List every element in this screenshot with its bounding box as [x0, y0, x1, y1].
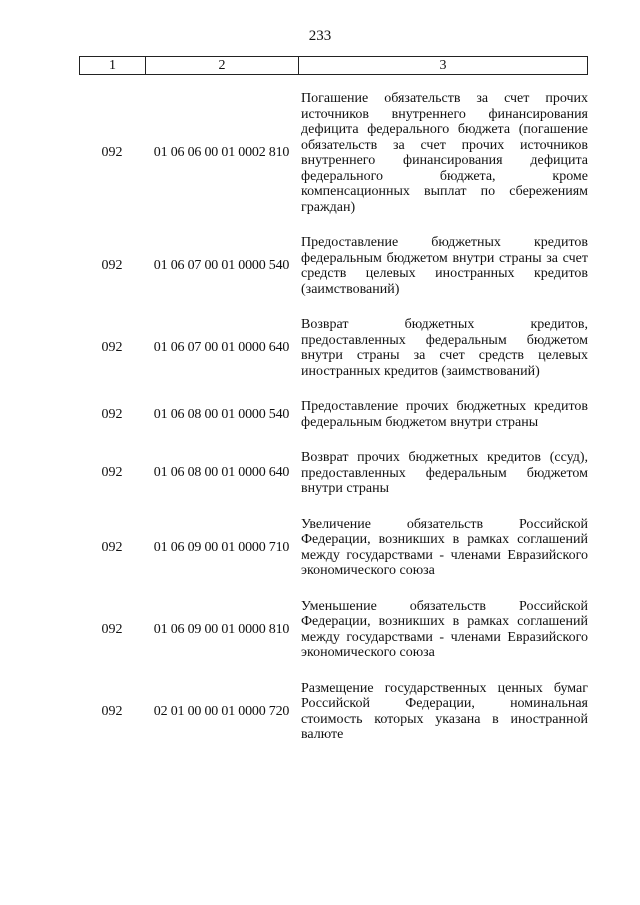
admin-code: 092 — [101, 340, 123, 355]
table-row — [79, 517, 588, 579]
item-description: Предоставление прочих бюджетных кредитов федеральным бюджетом внутри страны — [301, 399, 588, 430]
classification-code: 01 06 08 00 01 0000 640 — [153, 465, 290, 481]
classification-code: 02 01 00 00 01 0000 720 — [153, 703, 290, 719]
admin-code: 092 — [101, 621, 123, 637]
classification-code: 01 06 09 00 01 0000 810 — [153, 621, 290, 637]
header-col-1: 1 — [80, 57, 146, 74]
classification-code: 01 06 06 00 01 0002 810 — [153, 145, 290, 160]
table-row — [79, 317, 588, 379]
header-col-2: 2 — [146, 57, 299, 74]
table-row — [79, 399, 588, 430]
table-row — [79, 235, 588, 297]
table-row — [79, 91, 588, 215]
table-row — [79, 599, 588, 661]
item-description: Уменьшение обязательств Российской Федерации, возникших в рамках соглашений между государствами - членами Евразийского экономического союза — [301, 598, 588, 660]
item-description: Размещение государственных ценных бумаг Российской Федерации, номинальная стоимость которых указана в иностранной валюте — [301, 680, 588, 742]
classification-code: 01 06 09 00 01 0000 710 — [153, 539, 290, 555]
table-row — [79, 681, 588, 743]
item-description: Погашение обязательств за счет прочих источников внутреннего финансирования дефицита федерального бюджета (погашение обязательств за счет прочих источников внутреннего финансирования дефицита федерального бюджета, кроме компенсационных выплат по сбережениям граждан) — [301, 91, 588, 215]
item-description: Возврат прочих бюджетных кредитов (ссуд), предоставленных федеральным бюджетом внутри страны — [301, 450, 588, 496]
item-description: Возврат бюджетных кредитов, предоставленных федеральным бюджетом внутри страны за счет средств целевых иностранных кредитов (заимствований) — [301, 317, 588, 379]
admin-code: 092 — [101, 145, 123, 160]
admin-code: 092 — [101, 406, 123, 422]
admin-code: 092 — [101, 258, 123, 273]
item-description: Увеличение обязательств Российской Федерации, возникших в рамках соглашений между государствами - членами Евразийского экономического союза — [301, 516, 588, 578]
admin-code: 092 — [101, 465, 123, 481]
table-header — [79, 56, 588, 75]
admin-code: 092 — [101, 703, 123, 719]
item-description: Предоставление бюджетных кредитов федеральным бюджетом внутри страны за счет средств целевых иностранных кредитов (заимствований) — [301, 235, 588, 297]
page-number: 233 — [308, 28, 332, 44]
classification-code: 01 06 07 00 01 0000 540 — [153, 258, 290, 273]
classification-code: 01 06 07 00 01 0000 640 — [153, 340, 290, 355]
header-col-3: 3 — [439, 57, 447, 73]
admin-code: 092 — [101, 539, 123, 555]
table-body — [79, 91, 588, 763]
table-row — [79, 450, 588, 497]
classification-code: 01 06 08 00 01 0000 540 — [153, 406, 290, 422]
